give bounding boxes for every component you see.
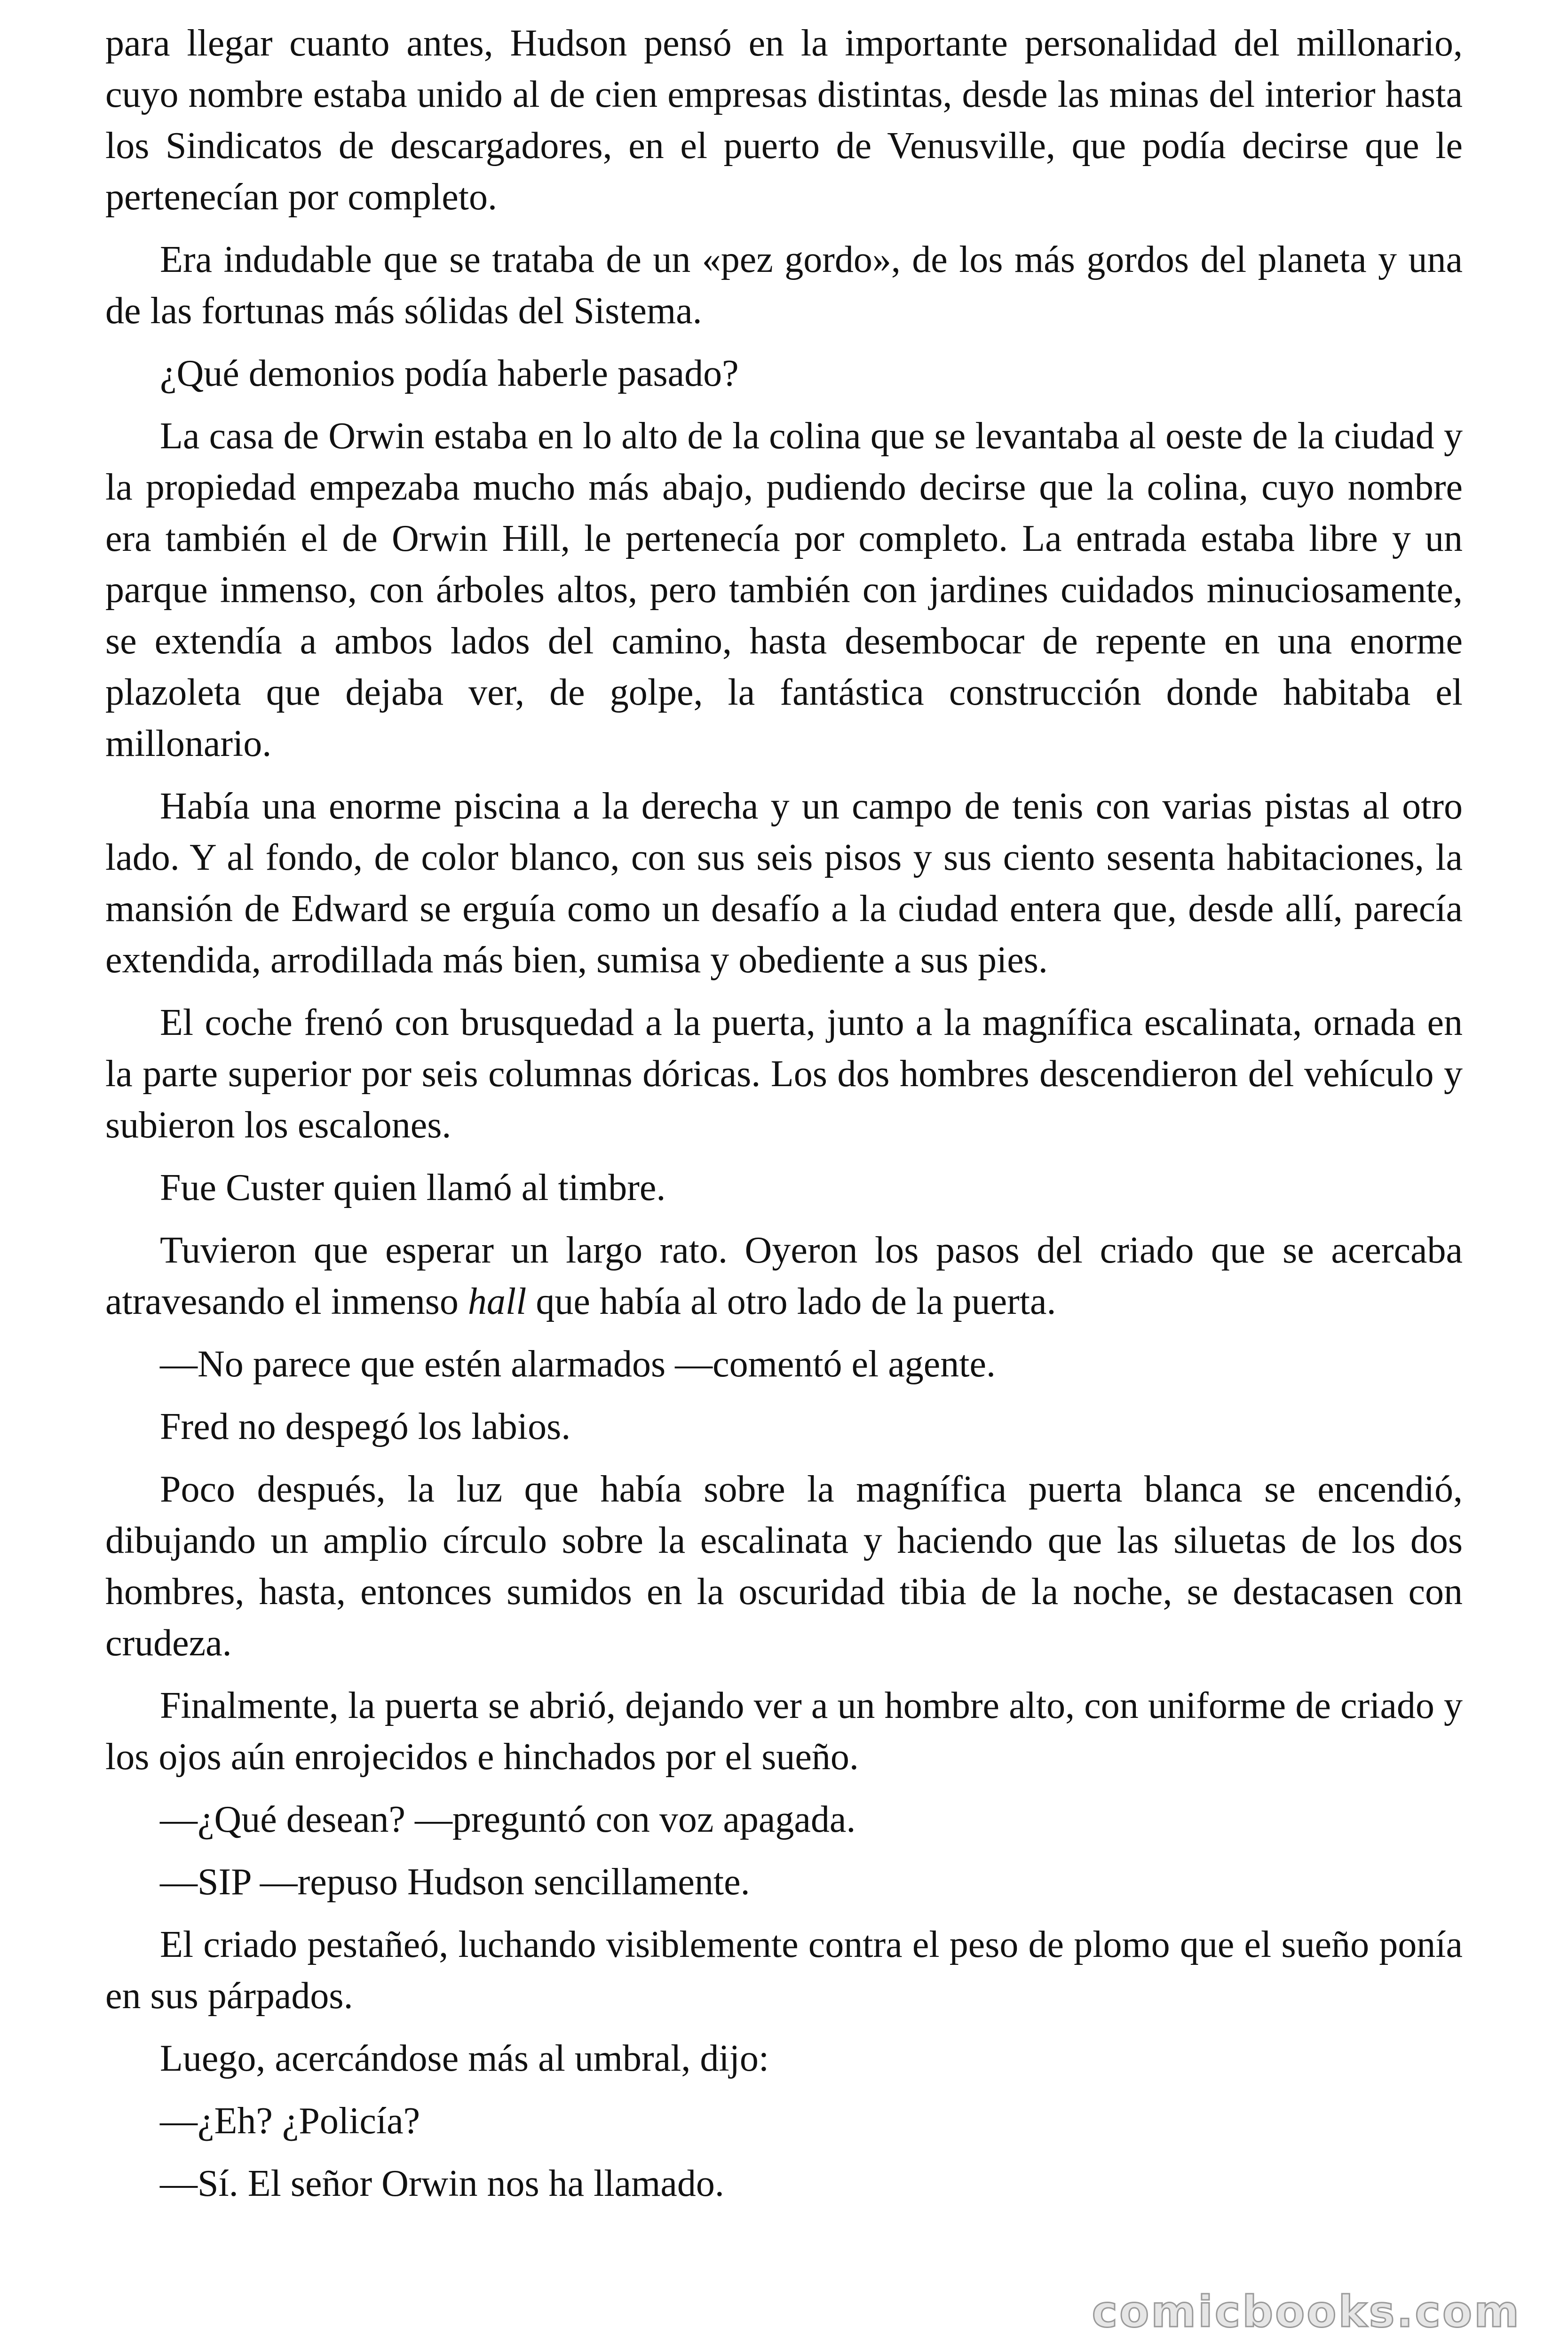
paragraph-17: —¿Eh? ¿Policía? xyxy=(160,2100,420,2142)
book-page xyxy=(105,18,1463,2221)
paragraph-10: Fred no despegó los labios. xyxy=(160,1406,571,1447)
paragraph-9: —No parece que estén alarmados —comentó el agente. xyxy=(160,1343,996,1385)
paragraph-3: ¿Qué demonios podía haberle pasado? xyxy=(160,353,739,394)
paragraph-8-before: Tuvieron que esperar un largo rato. Oyeron los pasos del criado que se acercaba atravesando el inmenso xyxy=(105,1230,1463,1322)
paragraph-13: —¿Qué desean? —preguntó con voz apagada. xyxy=(160,1799,856,1840)
paragraph-8-italic: hall xyxy=(467,1281,527,1322)
paragraph-6: El coche frenó con brusquedad a la puerta, junto a la magnífica escalinata, ornada en la parte superior por seis columnas dóricas. Los dos hombres descendieron del vehículo y subieron los escalones. xyxy=(105,1002,1463,1146)
watermark-logo: comicbooks.com xyxy=(1092,2287,1521,2337)
paragraph-15: El criado pestañeó, luchando visiblemente contra el peso de plomo que el sueño ponía en sus párpados. xyxy=(105,1924,1463,2017)
paragraph-5: Había una enorme piscina a la derecha y un campo de tenis con varias pistas al otro lado. Y al fondo, de color blanco, con sus seis pisos y sus ciento sesenta habitaciones, la mansión de Edward se erguía como un desafío a la ciudad entera que, desde allí, parecía extendida, arrodillada más bien, sumisa y obediente a sus pies. xyxy=(105,786,1463,981)
paragraph-1: para llegar cuanto antes, Hudson pensó en la importante personalidad del millonario, cuyo nombre estaba unido al de cien empresas distintas, desde las minas del interior hasta los Sindicatos de descargadores, en el puerto de Venusville, que podía decirse que le pertenecían por completo. xyxy=(105,23,1463,218)
paragraph-11: Poco después, la luz que había sobre la magnífica puerta blanca se encendió, dibujando un amplio círculo sobre la escalinata y haciendo que las siluetas de los dos hombres, hasta, entonces sumidos en la oscuridad tibia de la noche, se destacasen con crudeza. xyxy=(105,1469,1463,1664)
paragraph-12: Finalmente, la puerta se abrió, dejando ver a un hombre alto, con uniforme de criado y los ojos aún enrojecidos e hinchados por el sueño. xyxy=(105,1685,1463,1778)
paragraph-18: —Sí. El señor Orwin nos ha llamado. xyxy=(160,2163,724,2204)
paragraph-8 xyxy=(105,1225,1463,1327)
paragraph-7: Fue Custer quien llamó al timbre. xyxy=(160,1167,666,1208)
paragraph-2: Era indudable que se trataba de un «pez gordo», de los más gordos del planeta y una de las fortunas más sólidas del Sistema. xyxy=(105,239,1463,332)
paragraph-8-after: que había al otro lado de la puerta. xyxy=(526,1281,1056,1322)
paragraph-16: Luego, acercándose más al umbral, dijo: xyxy=(160,2038,769,2079)
paragraph-4: La casa de Orwin estaba en lo alto de la colina que se levantaba al oeste de la ciudad y la propiedad empezaba mucho más abajo, pudiendo decirse que la colina, cuyo nombre era también el de Orwin Hill, le pertenecía por completo. La entrada estaba libre y un parque inmenso, con árboles altos, pero también con jardines cuidados minuciosamente, se extendía a ambos lados del camino, hasta desembocar de repente en una enorme plazoleta que dejaba ver, de golpe, la fantástica construcción donde habitaba el millonario. xyxy=(105,415,1463,764)
paragraph-14: —SIP —repuso Hudson sencillamente. xyxy=(160,1861,750,1903)
